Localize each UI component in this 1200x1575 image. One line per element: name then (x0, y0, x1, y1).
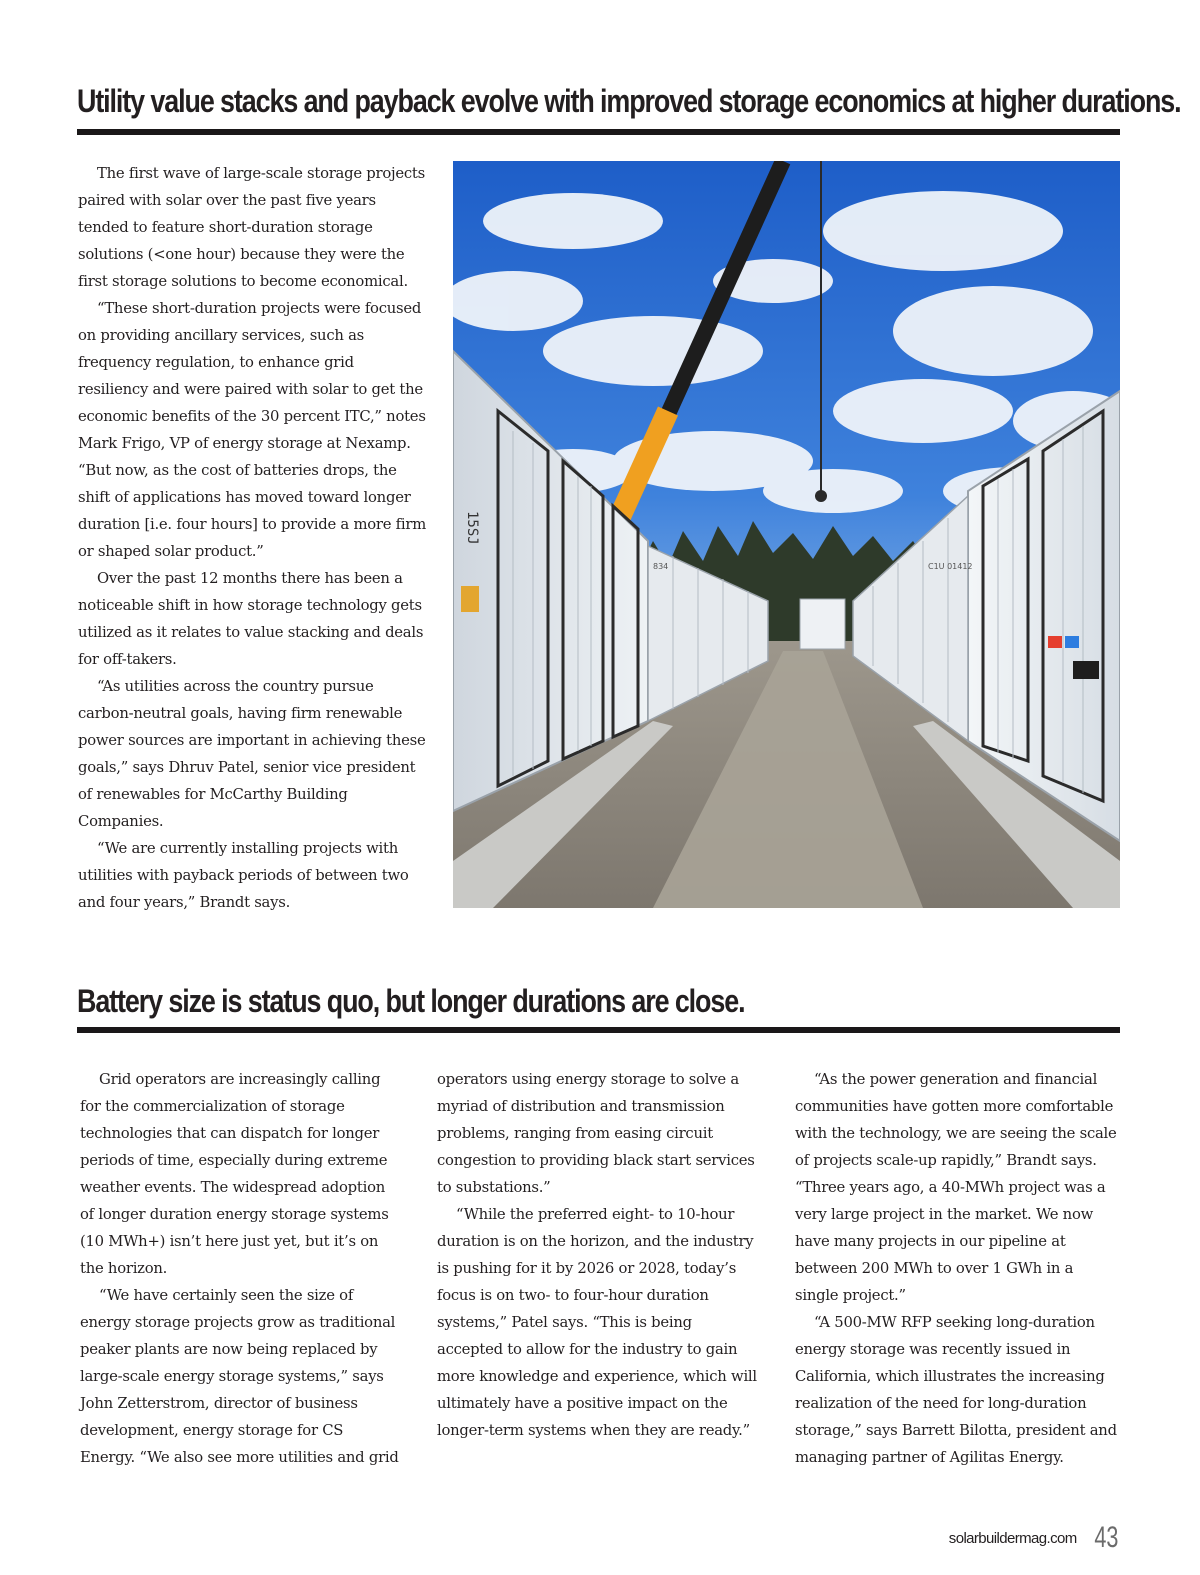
paragraph: “As the power generation and financial communities have gotten more comfortable with the technology, we are seeing the scale of projects scale-up rapidly,” Brandt says. “Three years ago, a 40-MWh project was a very large project in the market. We now have many projects in our pipeline at between 200 MWh to over 1 GWh in a single project.” (795, 1071, 1117, 1304)
battery-storage-site-photo (453, 161, 1120, 908)
container-label: 834 (653, 562, 669, 571)
section2-column-1 (80, 1066, 400, 1471)
container-label: C1U 01412 (928, 562, 973, 571)
page-footer (949, 1518, 1118, 1558)
paragraph: “As utilities across the country pursue carbon-neutral goals, having firm renewable power sources are important in achieving these goals,” says Dhruv Patel, senior vice president of renewables for McCarthy Building Companies. (78, 678, 426, 830)
section1-body (78, 160, 426, 916)
paragraph: “These short-duration projects were focused on providing ancillary services, such as frequency regulation, to enhance grid resiliency and were paired with solar to get the economic benefits of the 30 percent ITC,” notes Mark Frigo, VP of energy storage at Nexamp. “But now, as the cost of batteries drops, the shift of applications has moved toward longer duration [i.e. four hours] to provide a more firm or shaped solar product.” (78, 300, 426, 560)
section2-column-3 (795, 1066, 1117, 1471)
section1-headline: Utility value stacks and payback evolve with improved storage economics at higher durations. (77, 83, 1181, 119)
paragraph: Over the past 12 months there has been a noticeable shift in how storage technology gets utilized as it relates to value stacking and deals for off-takers. (78, 570, 424, 668)
section2-headline: Battery size is status quo, but longer durations are close. (77, 983, 745, 1019)
section2-rule (77, 1027, 1120, 1033)
paragraph: “While the preferred eight- to 10-hour duration is on the horizon, and the industry is pushing for it by 2026 or 2028, today’s focus is on two- to four-hour duration systems,” Patel says. “This is being accepted to allow for the industry to gain more knowledge and experience, which will ultimately have a positive impact on the longer-term systems when they are ready.” (437, 1206, 757, 1439)
far-container (800, 599, 845, 649)
footer-url: solarbuildermag.com (948, 1529, 1077, 1547)
page-number: 43 (1093, 1521, 1118, 1554)
paragraph: “A 500-MW RFP seeking long-duration energy storage was recently issued in California, which illustrates the increasing realization of the need for long-duration storage,” says Barrett Bilotta, president and managing partner of Agilitas Energy. (795, 1314, 1117, 1466)
paragraph: operators using energy storage to solve a myriad of distribution and transmission problems, ranging from easing circuit congestion to providing black start services to substations.” (437, 1071, 755, 1196)
container-label: 15SJ (464, 511, 480, 545)
section1-rule (77, 129, 1120, 135)
paragraph: The first wave of large-scale storage projects paired with solar over the past five years tended to feature short-duration storage solutions (<one hour) because they were the first storage solutions to become economical. (78, 165, 425, 290)
paragraph: Grid operators are increasingly calling for the commercialization of storage technologies that can dispatch for longer periods of time, especially during extreme weather events. The widespread adoption of longer duration energy storage systems (10 MWh+) isn’t here just yet, but it’s on the horizon. (80, 1071, 389, 1277)
paragraph: “We have certainly seen the size of energy storage projects grow as traditional peaker plants are now being replaced by large-scale energy storage systems,” says John Zetterstrom, director of business development, energy storage for CS Energy. “We also see more utilities and grid (80, 1287, 399, 1466)
section2-column-2 (437, 1066, 759, 1444)
paragraph: “We are currently installing projects with utilities with payback periods of between two and four years,” Brandt says. (78, 840, 409, 911)
